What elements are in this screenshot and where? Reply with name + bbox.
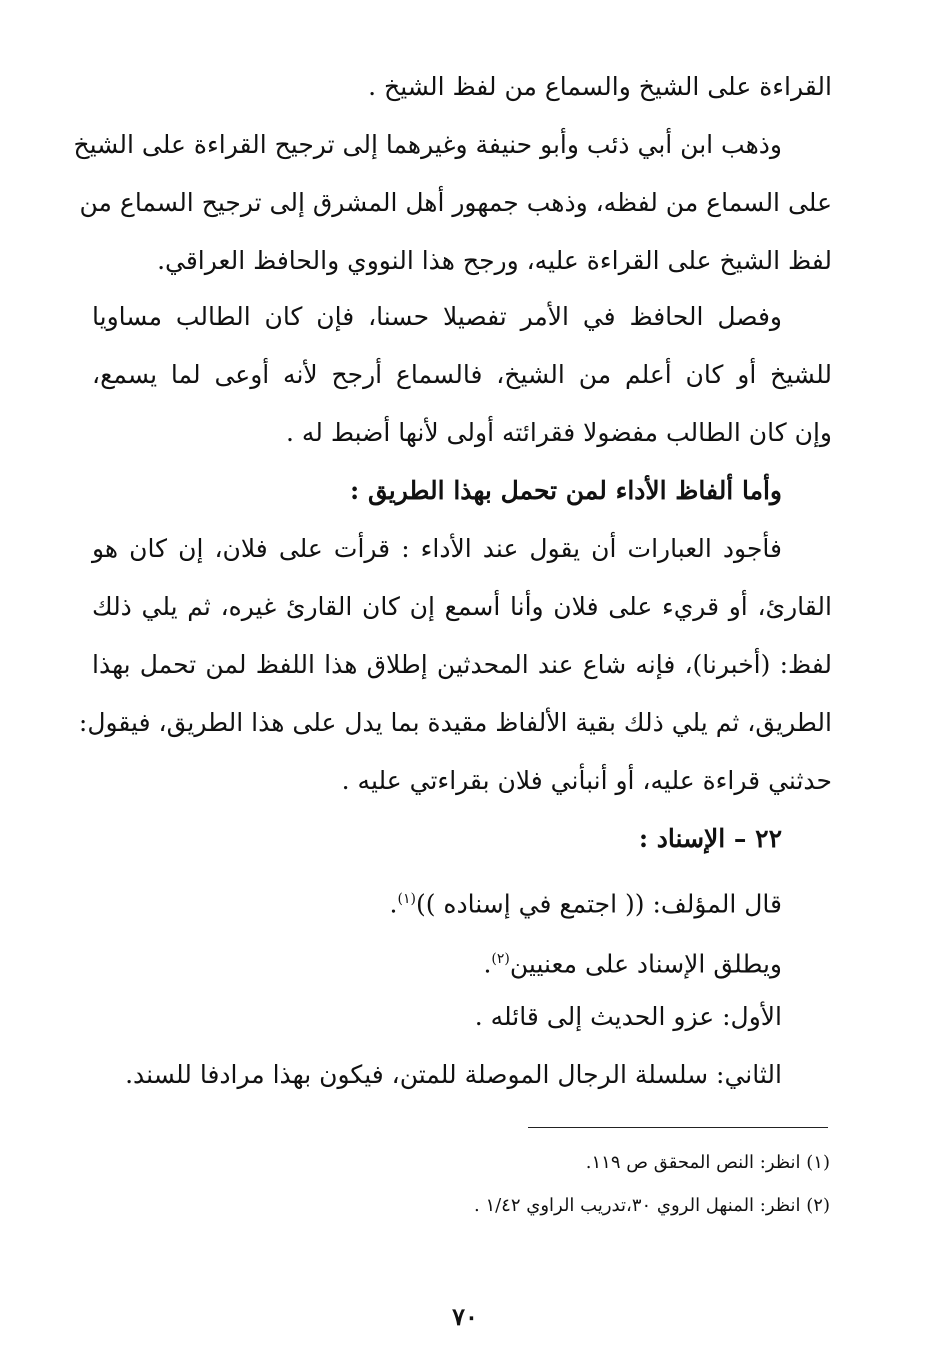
text-line: وفصل الحافظ في الأمر تفصيلا حسنا، فإن كان الطالب مساويا [92,302,782,331]
text-line: لفظ: (أخبرنا)، فإنه شاع عند المحدثين إطلاق هذا اللفظ لمن تحمل بهذا [92,650,832,679]
footnote-ref: (٢) [491,951,510,967]
section-heading: ٢٢ – الإسناد : [638,824,782,853]
text-line: لفظ الشيخ على القراءة عليه، ورجح هذا النووي والحافظ العراقي. [157,246,832,275]
text-line: وإن كان الطالب مفضولا فقرائته أولى لأنها أضبط له . [285,418,832,447]
footnote: (٢) انظر: المنهل الروي ٣٠،تدريب الراوي ١/٤٢ . [473,1195,830,1216]
text-line: الأول: عزو الحديث إلى قائله . [474,1002,782,1031]
text-line: القراءة على الشيخ والسماع من لفظ الشيخ . [368,72,832,101]
text-line: الطريق، ثم يلي ذلك بقية الألفاظ مقيدة بما يدل على هذا الطريق، فيقول: [78,708,832,737]
text-line: فأجود العبارات أن يقول عند الأداء : قرأت على فلان، إن كان هو [92,534,782,563]
text-line: على السماع من لفظه، وذهب جمهور أهل المشرق إلى ترجيح السماع من [79,188,832,217]
text-line: حدثني قراءة عليه، أو أنبأني فلان بقراءتي عليه . [341,766,832,795]
text-line [92,882,782,921]
footnote-ref: (١) [397,891,416,907]
footnote-divider [528,1127,828,1128]
text-line: القارئ، أو قريء على فلان وأنا أسمع إن كان القارئ غيره، ثم يلي ذلك [92,592,832,621]
page-number: ٧٠ [452,1302,478,1331]
text-line [92,942,782,981]
text-line: الثاني: سلسلة الرجال الموصلة للمتن، فيكون بهذا مرادفا للسند. [125,1060,782,1089]
line-text: قال المؤلف: (( اجتمع في إسناده )) [415,889,782,919]
footnote: (١) انظر: النص المحقق ص ١١٩. [585,1152,830,1173]
section-heading: وأما ألفاظ الأداء لمن تحمل بهذا الطريق : [350,476,782,505]
line-text: ويطلق الإسناد على معنيين [509,949,782,979]
text-line: للشيخ أو كان أعلم من الشيخ، فالسماع أرجح لأنه أوعى لما يسمع، [92,360,832,389]
text-line: وذهب ابن أبي ذئب وأبو حنيفة وغيرهما إلى ترجيح القراءة على الشيخ [73,130,782,159]
line-end: . [483,949,492,979]
line-end: . [389,889,398,919]
